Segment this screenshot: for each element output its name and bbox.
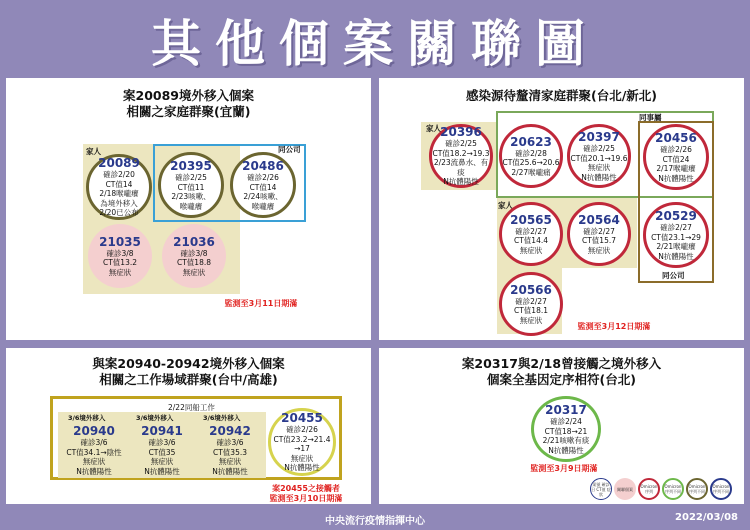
case-id: 20089 (98, 156, 140, 171)
case-detail: 喉嚨癢 (251, 201, 275, 211)
company-label: 同公司 (278, 145, 301, 154)
panel-yilan-family-cluster (6, 78, 371, 340)
footer (0, 508, 750, 530)
case-detail: CT值24 (662, 154, 690, 164)
case-id: 20564 (578, 212, 620, 227)
case-detail: 2/27喉嚨痛 (511, 167, 551, 177)
company-label: 同公司 (662, 271, 685, 280)
case-detail: 確診3/8 (180, 248, 208, 258)
legend-item: 關聯個案 (614, 478, 636, 500)
legend-item: Omicron 序列不同 (710, 478, 732, 500)
case-detail: 確診2/26 (660, 145, 692, 154)
case-detail: 確診2/26 (286, 425, 318, 435)
case-detail: 無症狀 (587, 163, 611, 172)
legend-item: 案號 確診日 CT值 症狀 (590, 478, 612, 500)
contact-note-line1: 案20455之接觸者 (272, 484, 340, 493)
case-detail: 無症狀 (108, 267, 132, 277)
case-detail: CT值18.8 (176, 258, 212, 268)
case-id: 20396 (440, 125, 482, 140)
panel-workplace-cluster (6, 348, 371, 504)
case-detail: CT值23.1→29 (651, 232, 701, 242)
case-circle (643, 124, 709, 190)
case-detail: N抗體陽性 (581, 172, 617, 182)
case-detail: CT值15.7 (581, 236, 617, 246)
case-id: 20566 (510, 282, 552, 297)
case-detail: 確診2/27 (660, 223, 692, 232)
case-detail: 確診2/25 (583, 144, 615, 153)
case-detail: 無症狀 (290, 453, 314, 463)
case-id: 20565 (510, 212, 552, 227)
contact-note-line2: 監測至3月10日期滿 (269, 494, 343, 503)
panel3-title-line2: 相關之工作場域群聚(台中/高雄) (99, 372, 278, 387)
case-id: 20942 (209, 424, 251, 438)
panel3-title-line1: 與案20940-20942境外移入個案 (92, 356, 285, 371)
legend-item: Omicron 序列不同 (662, 478, 684, 500)
case-detail: 無症狀 (587, 245, 611, 255)
imported-tag: 3/6境外移入 (203, 414, 241, 422)
case-id: 21036 (173, 234, 215, 249)
case-detail: CT值18→21 (544, 426, 588, 436)
case-circle (567, 124, 631, 188)
case-detail: CT值34.1→陰性 (66, 447, 122, 457)
case-detail: CT值14 (105, 179, 133, 189)
case-detail: N抗體陽性 (548, 445, 584, 455)
case-circle (499, 202, 563, 266)
case-circle (499, 124, 563, 188)
case-detail: CT值11 (177, 182, 205, 192)
case-id: 20623 (510, 134, 552, 149)
panel-taipei-family-cluster (379, 78, 744, 340)
case-detail: 確診3/6 (148, 438, 176, 447)
case-circle (158, 152, 224, 218)
case-circle (86, 154, 152, 220)
case-detail: 確診2/27 (515, 296, 547, 306)
case-detail: 確診3/6 (216, 438, 244, 447)
case-detail: 喉嚨癢 (179, 201, 203, 211)
case-detail: N抗體陽性 (658, 173, 694, 183)
case-circle (643, 202, 709, 268)
case-id: 20486 (242, 159, 284, 173)
case-circle (268, 408, 336, 476)
case-detail: 無症狀 (519, 315, 543, 325)
case-detail: 確診2/24 (550, 417, 582, 426)
case-detail: 2/18喉嚨癢 (99, 189, 139, 199)
case-circle (429, 124, 493, 188)
case-detail: 無症狀 (82, 457, 106, 466)
case-circle (88, 224, 152, 288)
case-id: 21035 (99, 234, 141, 249)
case-detail: 2/21喉嚨癢 (656, 242, 696, 251)
panel1-title-line2: 相關之家庭群聚(宜蘭) (126, 104, 251, 119)
coworker-label: 同事屬 (639, 113, 662, 122)
case-detail: CT值14.4 (513, 236, 549, 246)
case-detail: 無症狀 (519, 245, 543, 255)
monitoring-note: 監測至3月9日期滿 (530, 464, 598, 473)
case-circle (499, 272, 563, 336)
case-id: 20456 (655, 131, 697, 145)
case-detail: CT值23.2→21.4 (273, 434, 331, 444)
family-label-2: 家人 (498, 201, 513, 210)
case-detail: CT值14 (249, 182, 277, 192)
case-circle (130, 422, 194, 478)
page-title: 其他個案關聯圖 (151, 14, 599, 73)
case-id: 20455 (281, 411, 323, 426)
case-detail: 2/17喉嚨癢 (656, 164, 696, 173)
family-label-1: 家人 (426, 124, 441, 133)
case-detail: 確診2/25 (445, 139, 477, 149)
case-detail: CT值35.3 (212, 447, 248, 457)
legend-item: Omicron 序列 (638, 478, 660, 500)
case-detail: CT值18.1 (513, 306, 549, 316)
case-detail: N抗體陽性 (443, 177, 479, 187)
family-label: 家人 (86, 147, 101, 156)
panel4-title-line1: 案20317與2/18曾接觸之境外移入 (461, 356, 662, 371)
case-detail: 無症狀 (182, 267, 206, 277)
case-detail: 無症狀 (218, 457, 242, 466)
case-detail: 確診2/27 (515, 226, 547, 236)
case-circle (531, 396, 601, 462)
footer-organization: 中央流行疫情指揮中心 (325, 516, 425, 527)
case-detail: CT值20.1→19.6 (570, 153, 628, 163)
case-detail: 無症狀 (150, 457, 174, 466)
contact-note (246, 484, 366, 504)
case-circle (198, 422, 262, 478)
case-detail: CT值25.6→20.6 (502, 158, 560, 168)
case-circle (62, 422, 126, 478)
case-id: 20397 (578, 130, 620, 144)
case-detail: N抗體陽性 (658, 251, 694, 261)
case-circle (162, 224, 226, 288)
legend-item: Omicron 序列不同 (686, 478, 708, 500)
case-detail: 確診2/26 (247, 173, 279, 182)
case-detail: 確診2/25 (175, 173, 207, 182)
case-detail: N抗體陽性 (144, 466, 180, 476)
case-id: 20941 (141, 424, 183, 438)
footer-date: 2022/03/08 (675, 512, 738, 523)
case-id: 20395 (170, 159, 212, 173)
title-band (0, 0, 750, 78)
case-detail: CT值18.2→19.3 (432, 148, 490, 158)
panel1-title-line1: 案20089境外移入個案 (123, 88, 254, 103)
monitoring-note: 監測至3月11日期滿 (224, 299, 298, 308)
ship-label: 2/22同船工作 (168, 403, 215, 412)
case-id: 20529 (655, 209, 697, 223)
case-detail: N抗體陽性 (284, 463, 320, 473)
case-detail: 確診2/28 (515, 148, 547, 158)
case-detail: 確診3/8 (106, 248, 134, 258)
case-detail: 2/21咳嗽有痰 (542, 436, 590, 445)
case-detail: N抗體陽性 (212, 466, 248, 476)
case-detail: 2/24咳嗽、 (243, 192, 283, 201)
case-detail: CT值35 (148, 447, 176, 457)
case-detail: CT值13.2 (102, 258, 138, 268)
imported-tag: 3/6境外移入 (68, 414, 106, 422)
case-detail: 2/20已公布 (99, 208, 139, 218)
case-detail: →17 (294, 444, 310, 454)
monitoring-note: 監測至3月12日期滿 (577, 322, 651, 331)
case-detail: 2/23流鼻水、有痰 (433, 158, 489, 177)
case-detail: 確診3/6 (80, 438, 108, 447)
case-circle (230, 152, 296, 218)
case-detail: 為境外移入 (100, 198, 138, 208)
case-detail: 確診2/20 (103, 170, 135, 180)
case-circle (567, 202, 631, 266)
case-detail: 2/23咳嗽、 (171, 192, 211, 201)
case-id: 20940 (73, 424, 115, 438)
panel4-title-line2: 個案全基因定序相符(台北) (487, 372, 636, 387)
panel2-title: 感染源待釐清家庭群聚(台北/新北) (466, 88, 657, 103)
case-detail: N抗體陽性 (76, 466, 112, 476)
case-id: 20317 (545, 403, 587, 417)
case-detail: 確診2/27 (583, 226, 615, 236)
imported-tag: 3/6境外移入 (136, 414, 174, 422)
